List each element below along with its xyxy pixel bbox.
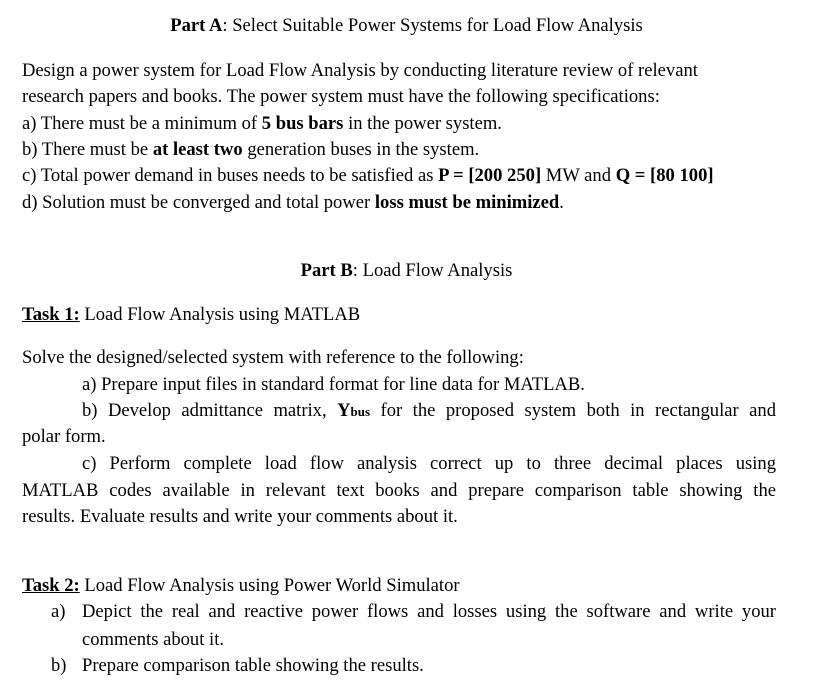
spec-c-p-range: P = [200 250] xyxy=(438,165,542,186)
part-a-title: : Select Suitable Power Systems for Load Flow Analysis xyxy=(222,15,643,36)
task-1-item-b xyxy=(82,398,776,425)
task-2-item-a-line-2: comments about it. xyxy=(82,629,225,650)
ybus-symbol: Y xyxy=(337,400,351,421)
task-1-item-c-line-2: MATLAB codes available in relevant text books and prepare comparison table showing the xyxy=(22,480,776,501)
spec-b-text-end: generation buses in the system. xyxy=(242,139,480,160)
spec-a-text-end: in the power system. xyxy=(343,113,502,134)
spec-c-q-range: Q = [80 100] xyxy=(615,165,714,186)
task-2-item-b-marker: b) xyxy=(51,655,67,676)
task-1-item-c-line-1: c) Perform complete load flow analysis correct up to three decimal places using xyxy=(82,453,776,474)
spec-b-bold: at least two xyxy=(152,139,243,160)
spec-d-text: d) Solution must be converged and total power xyxy=(22,192,375,213)
spec-item-d xyxy=(22,190,564,217)
part-b-heading xyxy=(0,258,813,285)
part-a-intro-line-2: research papers and books. The power system must have the following specifications: xyxy=(22,86,660,107)
task-1-item-a: a) Prepare input files in standard format for line data for MATLAB. xyxy=(82,374,585,395)
task-2-heading xyxy=(22,573,460,600)
spec-item-b xyxy=(22,137,479,164)
spec-a-bold: 5 bus bars xyxy=(261,113,344,134)
spec-b-text: b) There must be xyxy=(22,139,153,160)
spec-item-a xyxy=(22,111,502,138)
task-1-heading xyxy=(22,302,360,329)
part-b-label: Part B xyxy=(300,260,353,281)
task-1-item-b-text: b) Develop admittance matrix, xyxy=(82,400,338,421)
task-1-title: Load Flow Analysis using MATLAB xyxy=(79,304,361,325)
ybus-subscript: bus xyxy=(350,404,371,419)
spec-c-text-mid: MW and xyxy=(541,165,616,186)
spec-item-c xyxy=(22,163,714,190)
task-2-label: Task 2: xyxy=(22,575,80,596)
task-1-label: Task 1: xyxy=(22,304,80,325)
task-1-item-b-continued: polar form. xyxy=(22,426,106,447)
spec-c-text: c) Total power demand in buses needs to be satisfied as xyxy=(22,165,439,186)
task-2-item-b: Prepare comparison table showing the results. xyxy=(82,655,424,676)
task-2-title: Load Flow Analysis using Power World Simulator xyxy=(79,575,460,596)
task-2-item-a-marker: a) xyxy=(51,601,66,622)
spec-d-bold: loss must be minimized xyxy=(374,192,560,213)
part-b-title: : Load Flow Analysis xyxy=(352,260,513,281)
task-1-item-b-text-end: for the proposed system both in rectangular and xyxy=(370,400,776,421)
spec-d-text-end: . xyxy=(559,192,564,213)
part-a-heading xyxy=(0,13,813,40)
part-a-intro-line-1: Design a power system for Load Flow Analysis by conducting literature review of relevant xyxy=(22,60,698,81)
task-2-item-a-line-1: Depict the real and reactive power flows and losses using the software and write your xyxy=(82,601,776,622)
part-a-label: Part A xyxy=(170,15,223,36)
task-1-item-c-line-3: results. Evaluate results and write your comments about it. xyxy=(22,506,458,527)
spec-a-text: a) There must be a minimum of xyxy=(22,113,262,134)
task-1-intro: Solve the designed/selected system with reference to the following: xyxy=(22,347,524,368)
